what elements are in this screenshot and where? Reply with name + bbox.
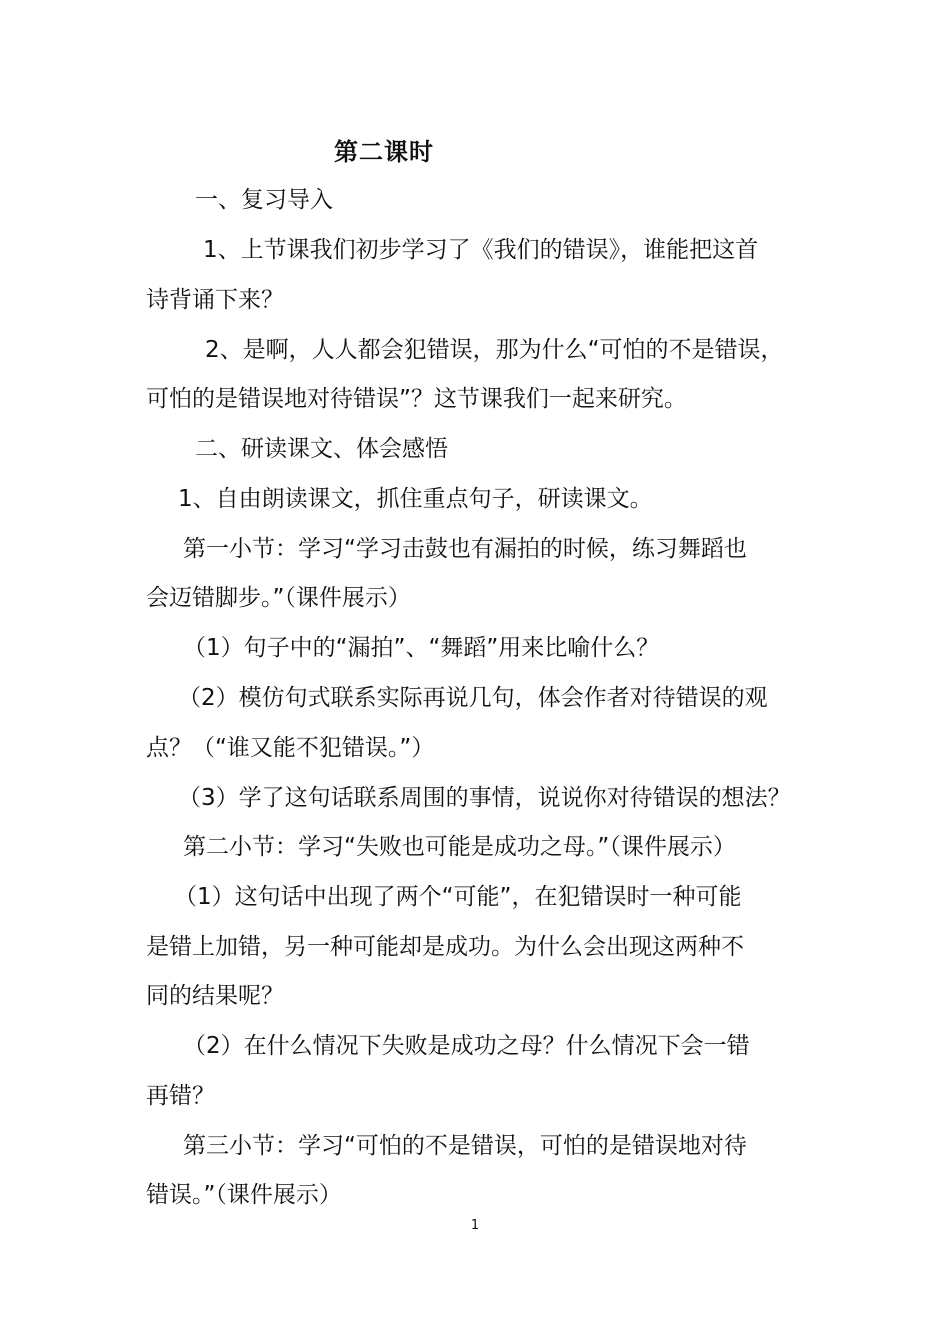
paragraph-line: 错误。”（课件展示）	[146, 1182, 342, 1208]
paragraph-line: 可怕的是错误地对待错误”？这节课我们一起来研究。	[146, 386, 687, 412]
paragraph-line: 第二小节：学习“失败也可能是成功之母。”（课件展示）	[183, 834, 736, 860]
paragraph-line: 1、上节课我们初步学习了《我们的错误》，谁能把这首	[203, 237, 759, 263]
paragraph-line: （1）句子中的“漏拍”、“舞蹈”用来比喻什么？	[183, 635, 660, 661]
paragraph-line: 会迈错脚步。”（课件展示）	[146, 585, 411, 611]
paragraph-line: （2）模仿句式联系实际再说几句，体会作者对待错误的观	[178, 685, 768, 711]
paragraph-line: 是错上加错，另一种可能却是成功。为什么会出现这两种不	[146, 934, 744, 960]
page-number: 1	[470, 1218, 480, 1233]
heading-review-intro: 一、复习导入	[195, 187, 333, 213]
paragraph-line: 点？（“谁又能不犯错误。”）	[146, 735, 435, 761]
paragraph-line: （1）这句话中出现了两个“可能”，在犯错误时一种可能	[174, 884, 742, 910]
paragraph-line: （3）学了这句话联系周围的事情，说说你对待错误的想法？	[178, 785, 791, 811]
heading-study-text: 二、研读课文、体会感悟	[195, 436, 448, 462]
paragraph-line: 同的结果呢？	[146, 983, 284, 1009]
paragraph-line: 第一小节：学习“学习击鼓也有漏拍的时候，练习舞蹈也	[183, 536, 747, 562]
paragraph-line: 诗背诵下来？	[146, 287, 284, 313]
paragraph-line: 第三小节：学习“可怕的不是错误，可怕的是错误地对待	[183, 1133, 747, 1159]
paragraph-line: 再错？	[146, 1083, 215, 1109]
paragraph-line: 1、自由朗读课文，抓住重点句子，研读课文。	[178, 486, 653, 512]
paragraph-line: （2）在什么情况下失败是成功之母？什么情况下会一错	[183, 1033, 750, 1059]
section-title: 第二课时	[334, 138, 434, 166]
paragraph-line: 2、是啊，人人都会犯错误，那为什么“可怕的不是错误，	[205, 337, 784, 363]
